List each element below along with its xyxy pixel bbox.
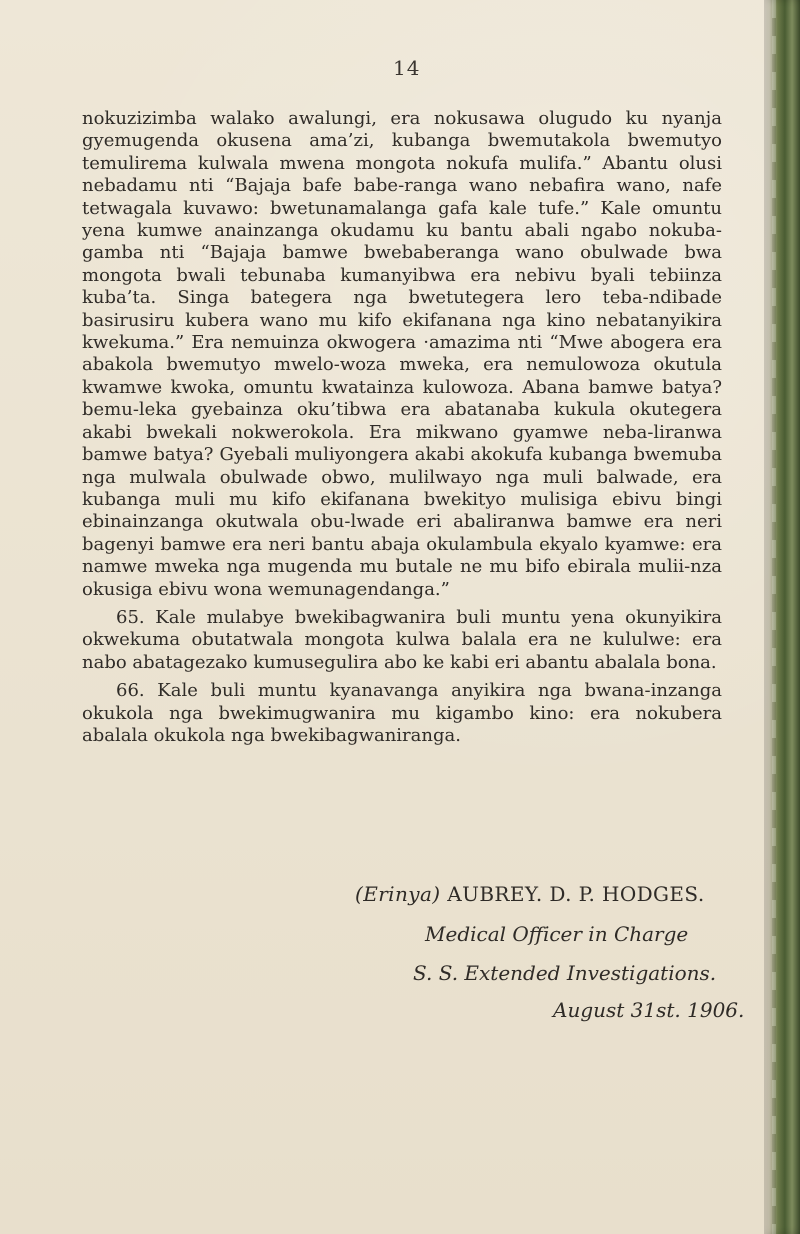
document-body [82, 108, 722, 747]
book-binding-edge [764, 0, 800, 1234]
page-number: 14 [393, 56, 421, 80]
signature-name: AUBREY. D. P. HODGES. [447, 882, 705, 906]
paragraph-main: nokuzizimba walako awalungi, era nokusawa olugudo ku nyanja gyemugenda okusena ama’zi, kubanga bwemutakola bwemutyo temulirema kulwala mwena mongota nokufa mulifa.” Abantu olusi nebadamu nti “Bajaja bafe babe-ranga wano nebafira wano, nafe tetwagala kuvawo: bwetunamalanga gafa kale tufe.” Kale omuntu yena kumwe anainzanga okudamu ku bantu abali ngabo nokuba-gamba nti “Bajaja bamwe bwebaberanga wano obulwade bwa mongota bwali tebunaba kumanyibwa era nebivu byali tebiinza kuba’ta. Singa bategera nga bwetutegera lero teba-ndibade basirusiru kubera wano mu kifo ekifanana nga kino nebatanyikira kwekuma.” Era nemuinza okwogera ·amazima nti “Mwe abogera era abakola bwemutyo mwelo-woza mweka, era nemulowoza okutula kwamwe kwoka, omuntu kwatainza kulowoza. Abana bamwe batya? bemu-leka gyebainza oku’tibwa era abatanaba kukula okutegera akabi bwekali nokwerokola. Era mikwano gyamwe neba-liranwa bamwe batya? Gyebali muliyongera akabi akokufa kubanga bwemuba nga mulwala obulwade obwo, mulilwayo nga muli balwade, era kubanga muli mu kifo ekifanana bwekityo mulisiga ebivu bingi ebinainzanga okutwala obu-lwade eri abaliranwa bamwe era neri bagenyi bamwe era neri bantu abaja okulambula ekyalo kyamwe: era namwe mweka nga mugenda mu butale ne mu bifo ebirala mulii-nza okusiga ebivu wona wemunagendanga.” [82, 108, 722, 600]
signature-place: (Erinya) [355, 882, 441, 906]
signature-title: Medical Officer in Charge [425, 922, 689, 946]
signature-name-line [355, 882, 705, 906]
signature-project: S. S. Extended Investigations. [413, 961, 717, 985]
paragraph-65: 65. Kale mulabye bwekibagwanira buli muntu yena okunyikira okwekuma obutatwala mongota kulwa balala era ne kululwe: era nabo abatagezako kumusegulira abo ke kabi eri abantu abalala bona. [82, 606, 722, 673]
paragraph-66: 66. Kale buli muntu kyanavanga anyikira nga bwana-inzanga okukola nga bwekimugwanira mu kigambo kino: era nokubera abalala okukola nga bwekibagwaniranga. [82, 680, 722, 746]
signature-date: August 31st. 1906. [553, 998, 745, 1022]
